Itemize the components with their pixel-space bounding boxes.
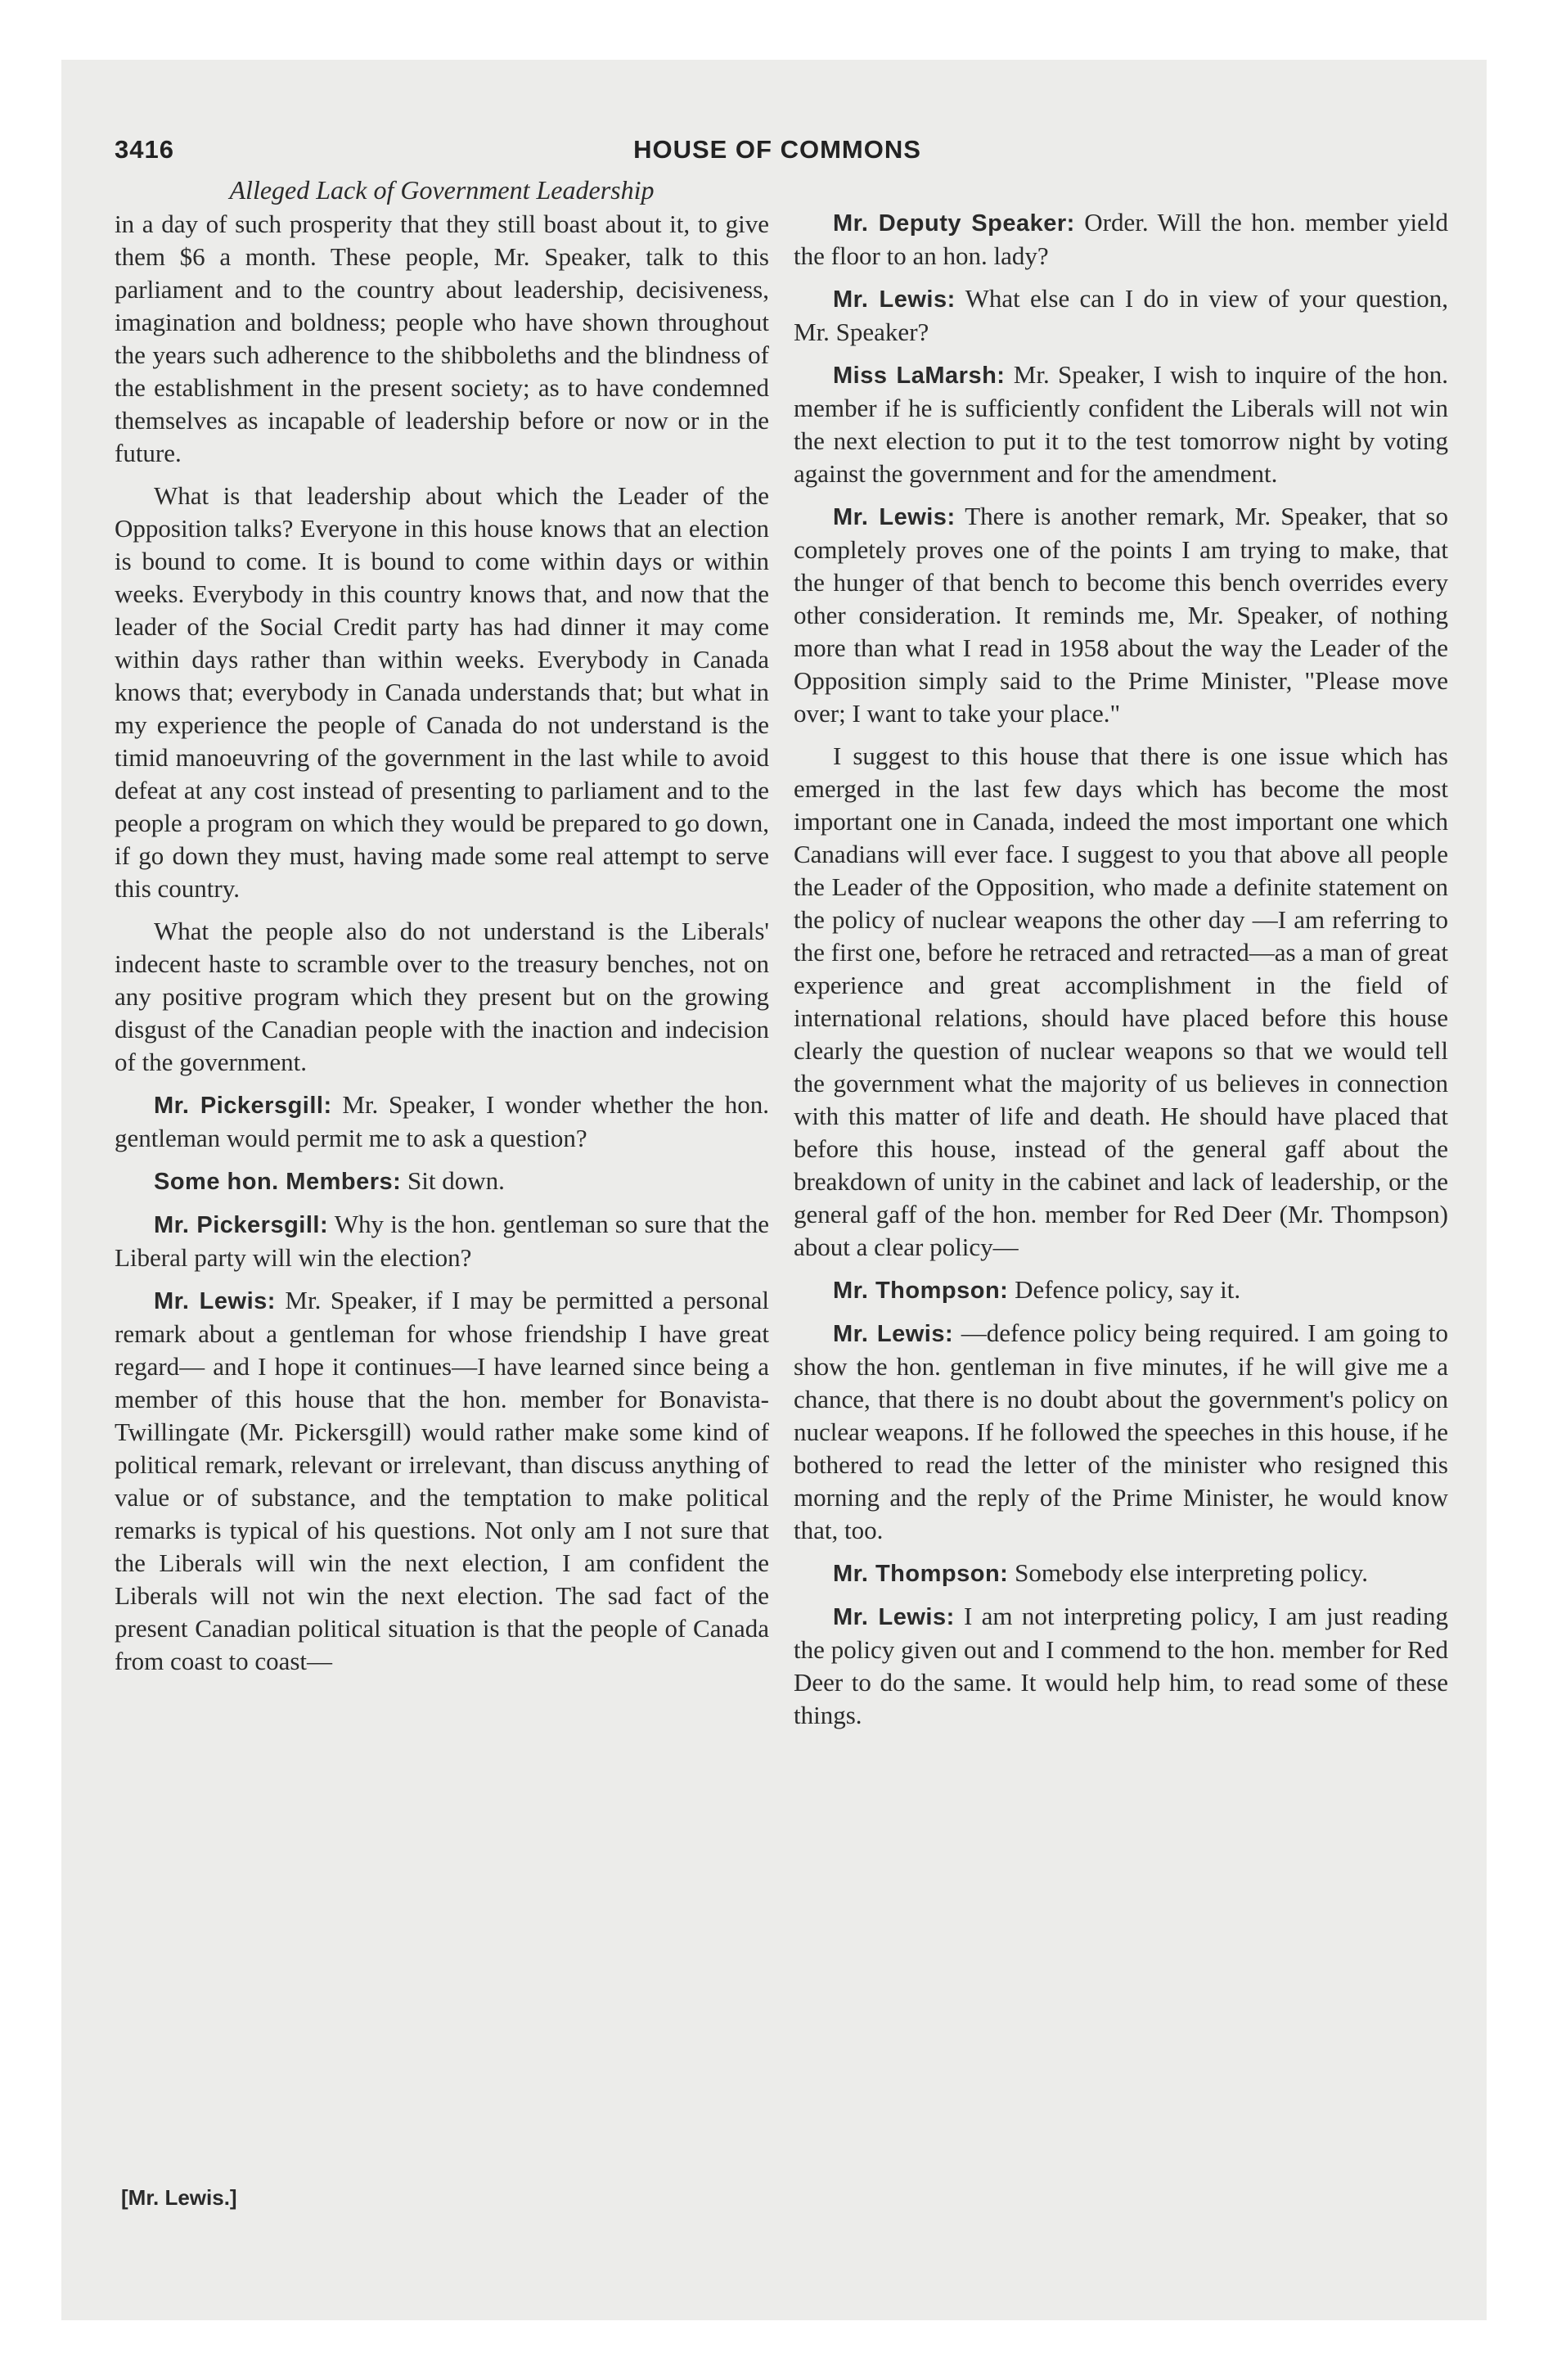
speech-paragraph <box>115 1284 769 1678</box>
speech-text: Somebody else interpreting policy. <box>1015 1558 1368 1587</box>
speech-text: Sit down. <box>407 1166 505 1195</box>
speaker-name: Mr. Lewis: <box>833 504 956 530</box>
speaker-name: Miss LaMarsh: <box>833 363 1006 389</box>
speech-paragraph <box>794 1557 1448 1590</box>
speech-text: —defence policy being required. I am going to show the hon. gentleman in five minutes, if he will give me a chance, that there is no doubt about the government's policy on nuclear weapons. If he followed the speeches in this house, if he bothered to read the letter of the minister who resigned this morning and the reply of the Prime Minister, he would know that, too. <box>794 1318 1449 1544</box>
speech-text: There is another remark, Mr. Speaker, that so completely proves one of the points I am trying to make, that the hunger of that bench to become this bench overrides every other consideration. It reminds me, Mr. Speaker, of nothing more than what I read in 1958 about the way the Leader of the Opposition simply said to the Prime Minister, "Please move over; I want to take your place." <box>794 502 1448 728</box>
speaker-name: Mr. Thompson: <box>833 1278 1009 1304</box>
speaker-name: Mr. Lewis: <box>154 1288 276 1314</box>
speech-paragraph <box>115 1165 769 1198</box>
speaker-name: Mr. Thompson: <box>833 1561 1009 1587</box>
speaker-name: Mr. Deputy Speaker: <box>833 210 1075 237</box>
speech-paragraph <box>794 358 1448 490</box>
paragraph: What is that leadership about which the Leader of the Opposition talks? Everyone in this house knows that an election is bound to come. It is bound to come within days or within weeks. Everybody in this country knows that, and now that the leader of the Social Credit party has had dinner it may come within days rather than within weeks. Everybody in Canada knows that; everybody in Canada understands that; but what in my experience the people of Canada do not understand is the timid manoeuvring of the government in the last while to avoid defeat at any cost instead of presenting to parliament and to the people a program on which they would be prepared to go down, if go down they must, having made some real attempt to serve this country. <box>115 481 769 903</box>
right-column <box>794 206 1448 1742</box>
speech-text: Why is the hon. gentleman so sure that the Liberal party will win the election? <box>115 1210 769 1272</box>
speech-paragraph <box>794 206 1448 273</box>
section-subhead: Alleged Lack of Government Leadership <box>229 175 655 205</box>
speaker-name: Mr. Lewis: <box>833 1321 954 1347</box>
speaker-name: Mr. Lewis: <box>833 286 956 313</box>
speech-paragraph <box>115 1089 769 1155</box>
speech-paragraph <box>115 1208 769 1274</box>
speech-text: What else can I do in view of your question, Mr. Speaker? <box>794 284 1448 346</box>
speech-text: Mr. Speaker, I wish to inquire of the hon. member if he is sufficiently confident the Liberals will not win the next election to put it to the test tomorrow night by voting against the government and for the amendment. <box>794 360 1449 488</box>
speaker-name: Mr. Pickersgill: <box>154 1093 332 1119</box>
speech-paragraph <box>794 1600 1448 1732</box>
page-number: 3416 <box>115 135 174 164</box>
paragraph: What the people also do not understand is the Liberals' indecent haste to scramble over to the treasury benches, not on any positive program which they present but on the growing disgust of the Canadian people with the inaction and indecision of the government. <box>115 917 769 1076</box>
speech-paragraph <box>794 1317 1448 1547</box>
speech-text: I am not interpreting policy, I am just reading the policy given out and I commend to the hon. member for Red Deer to do the same. It would help him, to read some of these things. <box>794 1602 1448 1729</box>
left-column <box>115 174 769 1688</box>
speaker-name: Mr. Pickersgill: <box>154 1212 329 1238</box>
speech-paragraph <box>794 500 1448 730</box>
paragraph: in a day of such prosperity that they still boast about it, to give them $6 a month. These people, Mr. Speaker, talk to this parliament and to the country about leadership, decisiveness, imagination and boldness; people who have shown throughout the years such adherence to the shibboleths and the blindness of the establishment in the present society; as to have condemned themselves as incapable of leadership before or now or in the future. <box>115 210 769 467</box>
running-head: HOUSE OF COMMONS <box>633 135 921 164</box>
speech-paragraph <box>794 282 1448 349</box>
speech-text: Mr. Speaker, I wonder whether the hon. gentleman would permit me to ask a question? <box>115 1090 769 1152</box>
speech-paragraph <box>794 1273 1448 1307</box>
paragraph: I suggest to this house that there is one issue which has emerged in the last few days which has become the most important one in Canada, indeed the most important one which Canadians will ever face. I suggest to you that above all people the Leader of the Opposition, who made a definite statement on the policy of nuclear weapons the other day —I am referring to the first one, before he retraced and retracted—as a man of great experience and great accomplishment in the field of international relations, should have placed before this house clearly the question of nuclear weapons so that we would tell the government what the majority of us believes in connection with this matter of life and death. He should have placed that before this house, instead of the general gaff about the breakdown of unity in the cabinet and lack of leadership, or the general gaff of the hon. member for Red Deer (Mr. Thompson) about a clear policy— <box>794 741 1448 1261</box>
page-header <box>115 135 1440 176</box>
speaker-name: Mr. Lewis: <box>833 1604 955 1630</box>
speech-text: Order. Will the hon. member yield the floor to an hon. lady? <box>794 208 1448 270</box>
footer-speaker-ref: [Mr. Lewis.] <box>121 2185 237 2210</box>
speaker-name: Some hon. Members: <box>154 1169 402 1195</box>
speech-text: Mr. Speaker, if I may be permitted a personal remark about a gentleman for whose friendship I have great regard— and I hope it continues—I have learned since being a member of this house that the hon. member for Bonavista-Twillingate (Mr. Pickersgill) would rather make some kind of political remark, relevant or irrelevant, than discuss anything of value or of substance, and the temptation to make political remarks is typical of his questions. Not only am I not sure that the Liberals will win the next election, I am confident the Liberals will not win the next election. The sad fact of the present Canadian political situation is that the people of Canada from coast to coast— <box>115 1286 769 1675</box>
speech-text: Defence policy, say it. <box>1015 1275 1241 1304</box>
